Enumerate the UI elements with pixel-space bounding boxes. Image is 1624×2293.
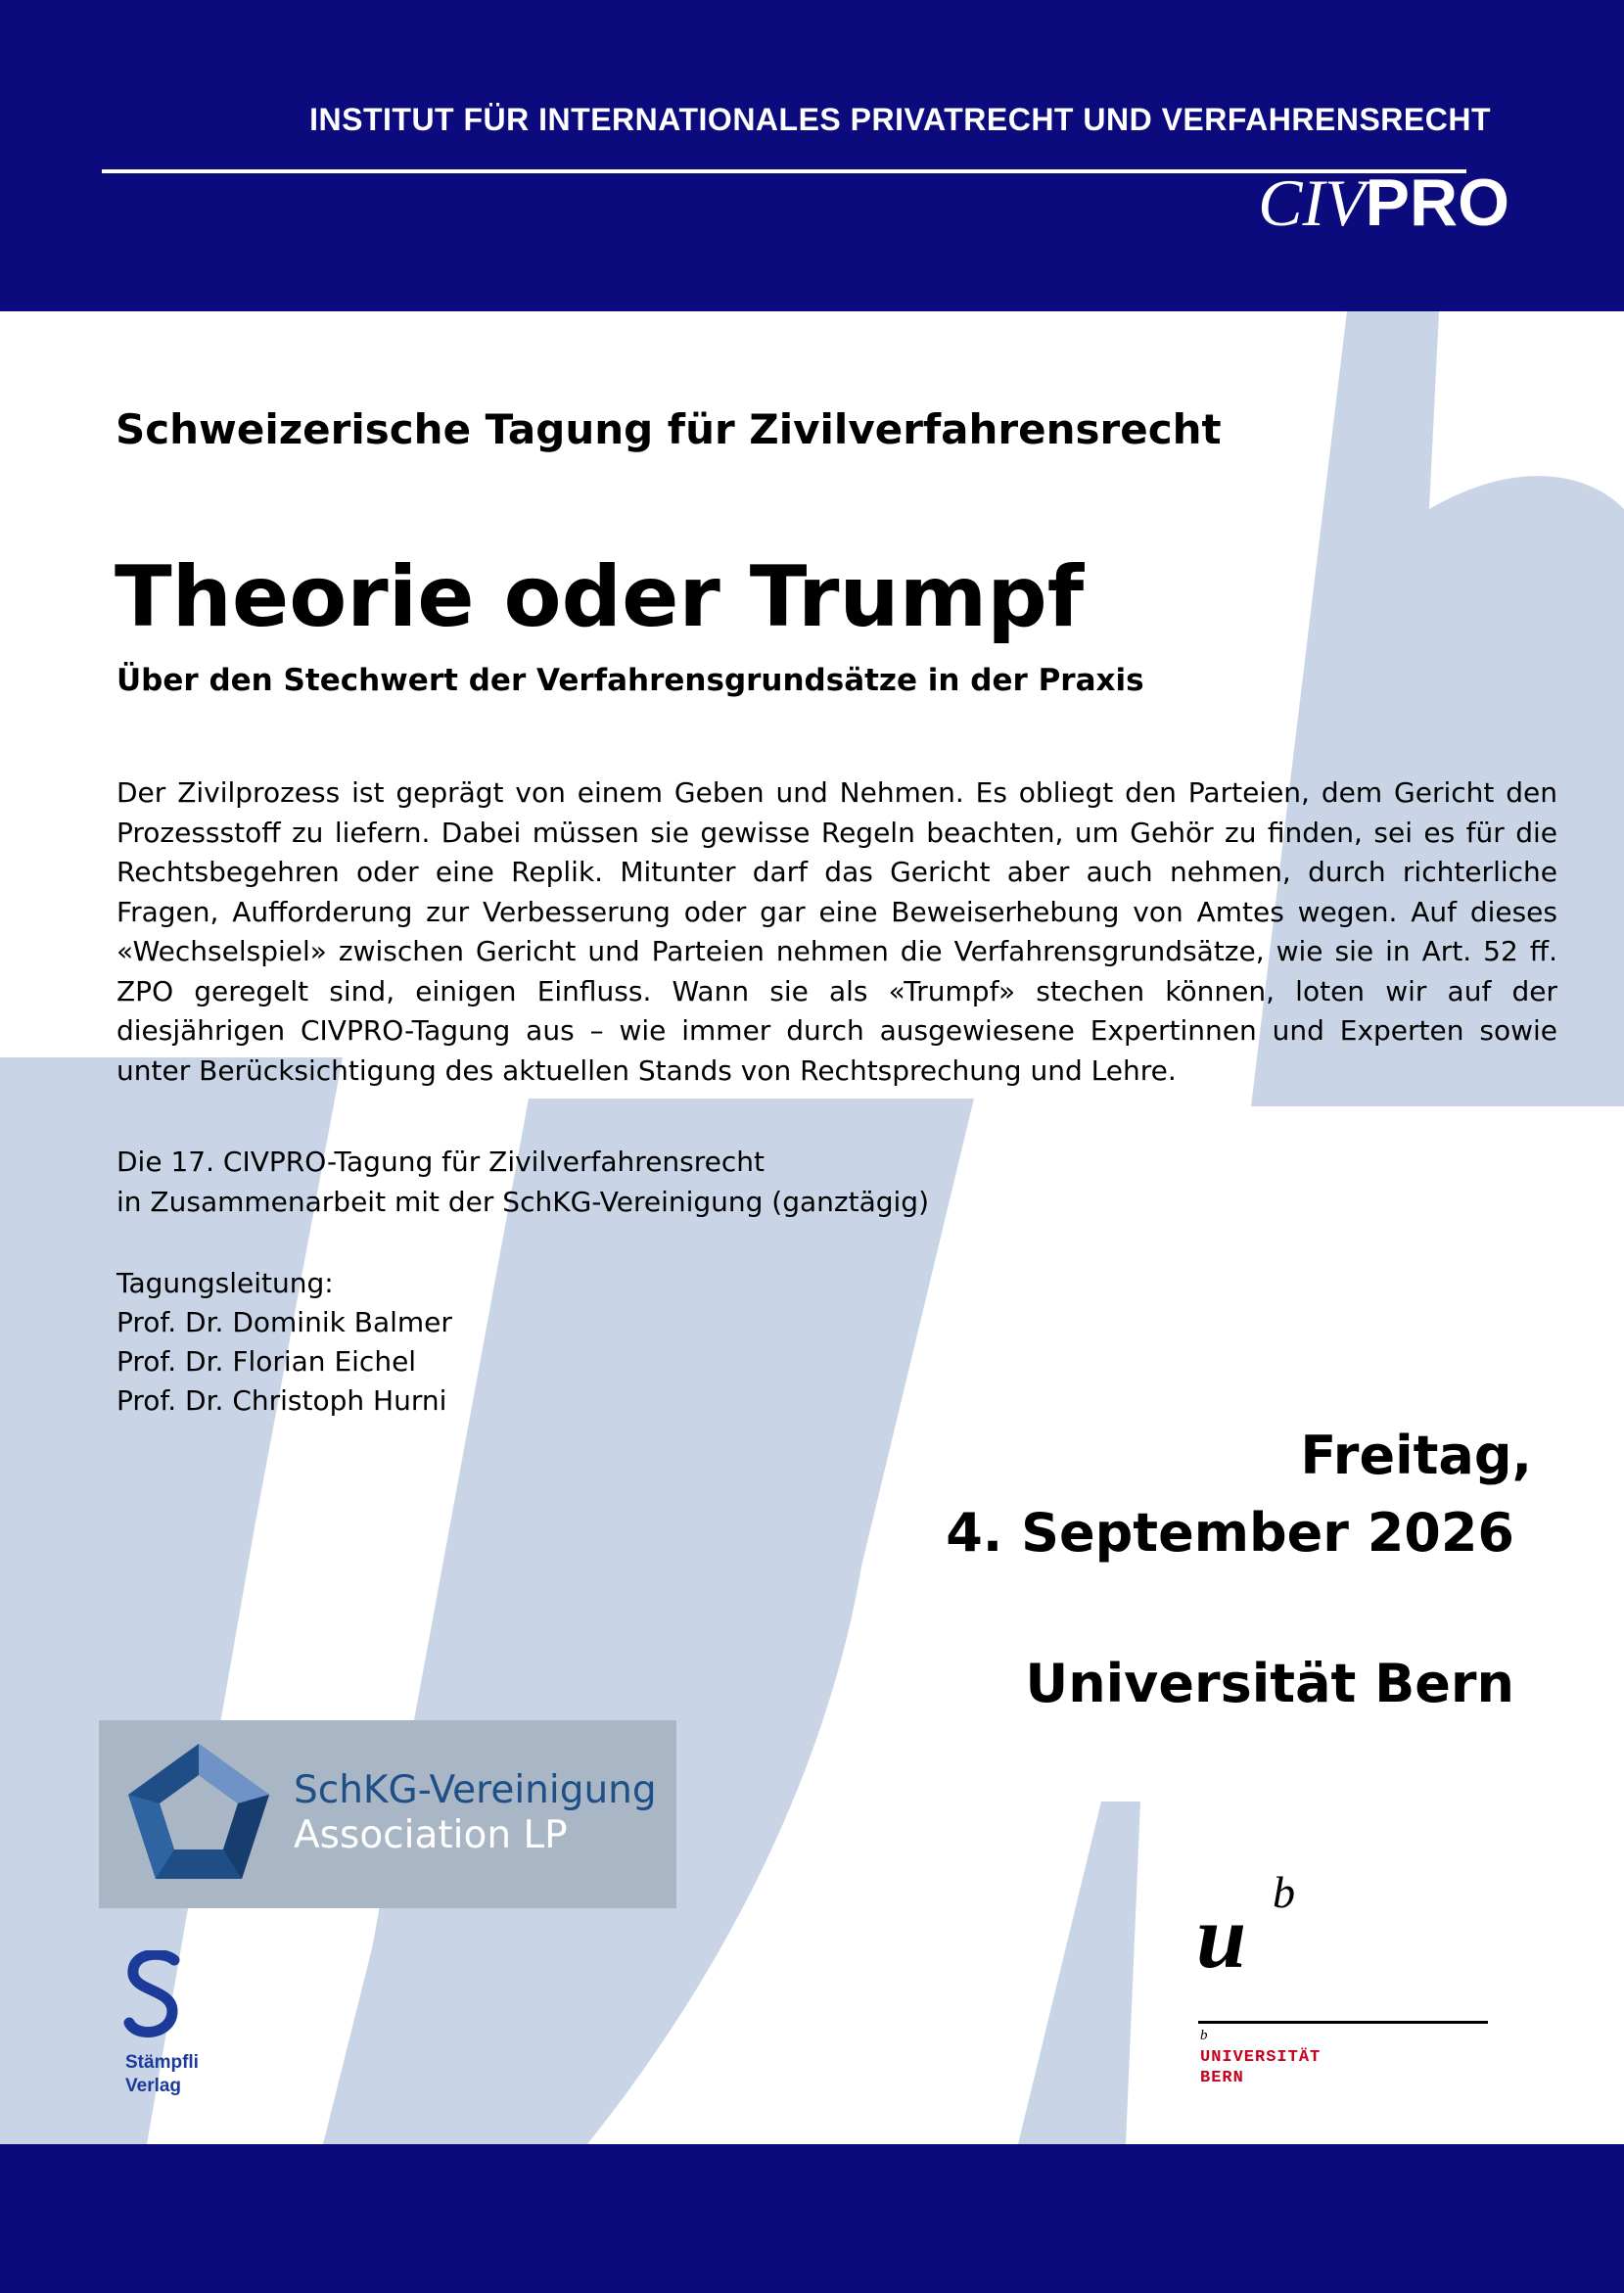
unibe-logo-name [1200, 2047, 1321, 2088]
leader-name: Prof. Dr. Christoph Hurni [116, 1384, 447, 1417]
staempfli-logo-text [125, 2051, 199, 2098]
pentagon-knot-icon [120, 1736, 277, 1893]
leadership-label: Tagungsleitung: [116, 1267, 334, 1299]
leader-name: Prof. Dr. Florian Eichel [116, 1345, 417, 1378]
intro-paragraph: Der Zivilprozess ist geprägt von einem Geben und Nehmen. Es obliegt den Parteien, dem Gericht den Prozessstoff zu liefern. Dabei müssen sie gewisse Regeln beachten, um Gehör zu finden, sei es für die Rechtsbegehren oder eine Replik. Mitunter darf das Gericht aber auch nehmen, durch richterliche Fragen, Aufforderung zur Verbesserung oder gar eine Beweiserhebung von Amtes wegen. Auf dieses «Wechselspiel» zwischen Gericht und Parteien nehmen die Verfahrensgrundsätze, wie sie in Art. 52 ff. ZPO geregelt sind, einigen Einfluss. Wann sie als «Trumpf» stechen können, loten wir auf der diesjährigen CIVPRO-Tagung aus – wie immer durch ausgewiesene Expertinnen und Experten sowie unter Berücksichtigung des aktuellen Stands von Rechtsprechung und Lehre. [116, 776, 1557, 1087]
unibe-logo-rule [1198, 2021, 1488, 2024]
civpro-logo-pro: PRO [1365, 165, 1509, 240]
event-kicker: Schweizerische Tagung für Zivilverfahrensrecht [116, 405, 1222, 453]
watermark-u-middle-stem [323, 1099, 974, 2144]
staempfli-s-icon [123, 1950, 182, 2040]
page-subtitle: Über den Stechwert der Verfahrensgrundsätze in der Praxis [116, 663, 1144, 698]
staempfli-line-1: Stämpfli [125, 2052, 199, 2073]
edition-line-1: Die 17. CIVPRO-Tagung für Zivilverfahrensrecht [116, 1146, 765, 1178]
watermark-right-stem [1018, 1802, 1140, 2144]
civpro-logo-civ: CIV [1258, 165, 1366, 240]
unibe-logo-u: u [1196, 1887, 1247, 1987]
event-day: Freitag, [1300, 1425, 1532, 1486]
event-venue: Universität Bern [1025, 1653, 1514, 1714]
page-title: Theorie oder Trumpf [115, 548, 1085, 646]
staempfli-line-2: Verlag [125, 2076, 182, 2096]
header-band [0, 0, 1624, 311]
footer-band [0, 2144, 1624, 2293]
event-date: 4. September 2026 [946, 1502, 1514, 1564]
leader-name: Prof. Dr. Dominik Balmer [116, 1306, 452, 1338]
schkg-logo-subtitle: Association LP [294, 1813, 568, 1857]
schkg-logo-name: SchKG-Vereinigung [294, 1768, 657, 1812]
unibe-line-1: UNIVERSITÄT [1200, 2048, 1322, 2067]
institute-name: INSTITUT FÜR INTERNATIONALES PRIVATRECHT UND VERFAHRENSRECHT [309, 102, 1491, 137]
civpro-logo [1258, 166, 1509, 241]
unibe-logo-small-b: b [1200, 2028, 1208, 2043]
edition-line-2: in Zusammenarbeit mit der SchKG-Vereinigung (ganztägig) [116, 1186, 929, 1218]
unibe-line-2: BERN [1200, 2069, 1244, 2087]
unibe-logo-b: b [1273, 1867, 1295, 1917]
